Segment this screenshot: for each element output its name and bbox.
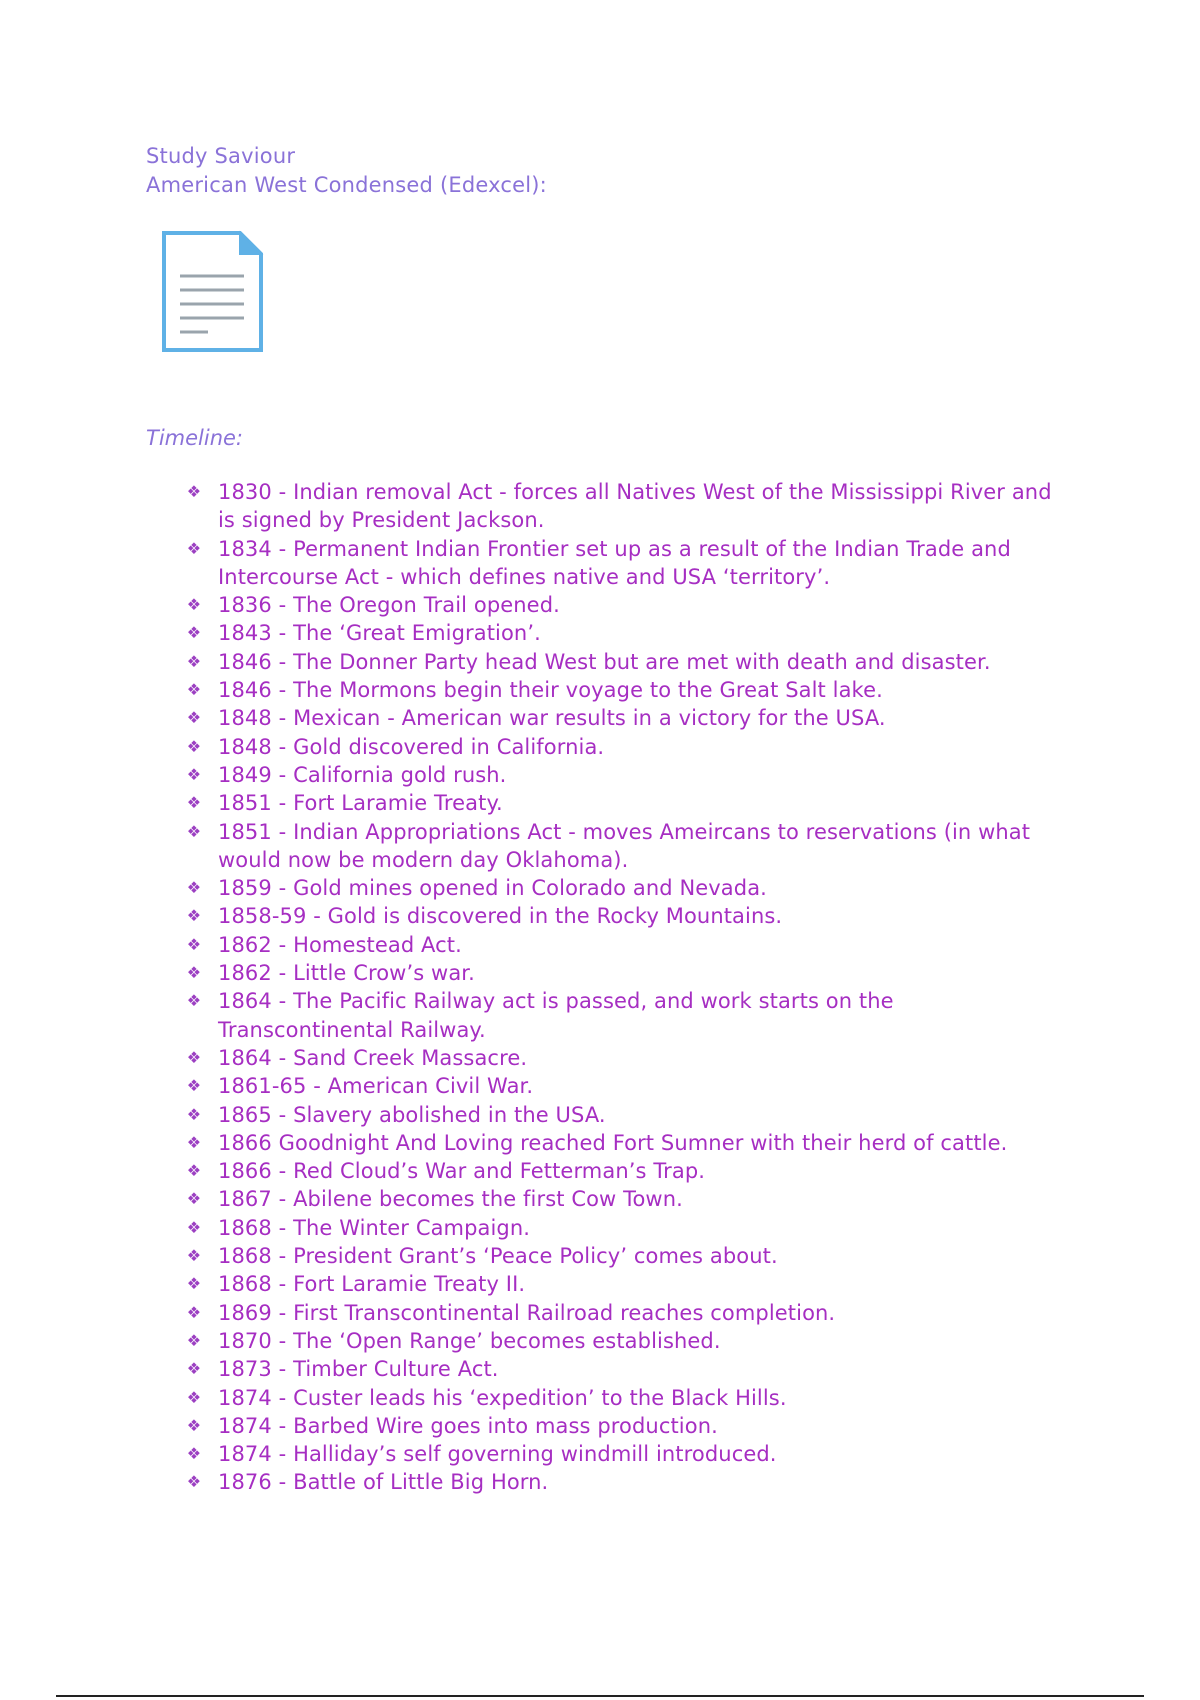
- timeline-item-text: 1848 - Gold discovered in California.: [218, 734, 605, 759]
- diamond-bullet-icon: ❖: [186, 1274, 202, 1294]
- timeline-item: [184, 1384, 1064, 1412]
- timeline-item-text: 1870 - The ‘Open Range’ becomes established.: [218, 1328, 721, 1353]
- timeline-item: [184, 789, 1064, 817]
- diamond-bullet-icon: ❖: [186, 1161, 202, 1181]
- diamond-bullet-icon: ❖: [186, 736, 202, 756]
- timeline-item-text: 1868 - President Grant’s ‘Peace Policy’ comes about.: [218, 1244, 778, 1269]
- timeline-item-text: 1848 - Mexican - American war results in a victory for the USA.: [218, 706, 886, 731]
- timeline-item: [184, 535, 1064, 592]
- timeline-item-text: 1874 - Halliday’s self governing windmill introduced.: [218, 1442, 777, 1467]
- timeline-item: [184, 648, 1064, 676]
- diamond-bullet-icon: ❖: [186, 538, 202, 558]
- timeline-item-text: 1864 - Sand Creek Massacre.: [218, 1045, 528, 1070]
- timeline-item: [184, 1327, 1064, 1355]
- timeline-heading: Timeline:: [146, 426, 244, 450]
- diamond-bullet-icon: ❖: [186, 1387, 202, 1407]
- timeline-item: [184, 1044, 1064, 1072]
- timeline-item-text: 1851 - Indian Appropriations Act - moves Ameircans to reservations (in what would now be modern day Oklahoma).: [218, 819, 1031, 872]
- footer-divider: [56, 1695, 1144, 1697]
- timeline-item-text: 1873 - Timber Culture Act.: [218, 1357, 499, 1382]
- diamond-bullet-icon: ❖: [186, 1359, 202, 1379]
- timeline-item: [184, 619, 1064, 647]
- diamond-bullet-icon: ❖: [186, 1302, 202, 1322]
- site-name: Study Saviour: [146, 144, 296, 168]
- timeline-item-text: 1859 - Gold mines opened in Colorado and Nevada.: [218, 876, 767, 901]
- diamond-bullet-icon: ❖: [186, 482, 202, 501]
- diamond-bullet-icon: ❖: [186, 963, 202, 983]
- timeline-item-text: 1867 - Abilene becomes the first Cow Town.: [218, 1187, 683, 1212]
- diamond-bullet-icon: ❖: [186, 1472, 202, 1492]
- diamond-bullet-icon: ❖: [186, 821, 202, 841]
- document-header: [146, 142, 547, 200]
- timeline-item-text: 1862 - Homestead Act.: [218, 932, 462, 957]
- timeline-item-text: 1868 - Fort Laramie Treaty II.: [218, 1272, 526, 1297]
- timeline-item-text: 1846 - The Donner Party head West but are met with death and disaster.: [218, 649, 991, 674]
- diamond-bullet-icon: ❖: [186, 1076, 202, 1096]
- timeline-item: [184, 1299, 1064, 1327]
- timeline-item: [184, 1242, 1064, 1270]
- diamond-bullet-icon: ❖: [186, 708, 202, 728]
- diamond-bullet-icon: ❖: [186, 793, 202, 813]
- timeline-item: [184, 1185, 1064, 1213]
- timeline-item: [184, 902, 1064, 930]
- timeline-item: [184, 676, 1064, 704]
- diamond-bullet-icon: ❖: [186, 1330, 202, 1350]
- document-icon: [160, 230, 266, 354]
- timeline-item: [184, 761, 1064, 789]
- timeline-item: [184, 987, 1064, 1044]
- diamond-bullet-icon: ❖: [186, 1047, 202, 1067]
- diamond-bullet-icon: ❖: [186, 595, 202, 615]
- timeline-item: [184, 1412, 1064, 1440]
- timeline-item: [184, 1129, 1064, 1157]
- timeline-item-text: 1862 - Little Crow’s war.: [218, 961, 475, 986]
- diamond-bullet-icon: ❖: [186, 1132, 202, 1152]
- document-title: American West Condensed (Edexcel):: [146, 173, 547, 197]
- diamond-bullet-icon: ❖: [186, 764, 202, 784]
- timeline-item: [184, 1214, 1064, 1242]
- timeline-item: [184, 931, 1064, 959]
- diamond-bullet-icon: ❖: [186, 906, 202, 926]
- timeline-item: [184, 1440, 1064, 1468]
- timeline-item: [184, 874, 1064, 902]
- timeline-item: [184, 1157, 1064, 1185]
- timeline-item-text: 1868 - The Winter Campaign.: [218, 1215, 531, 1240]
- diamond-bullet-icon: ❖: [186, 1189, 202, 1209]
- timeline-item: [184, 1270, 1064, 1298]
- timeline-item-text: 1861-65 - American Civil War.: [218, 1074, 534, 1099]
- diamond-bullet-icon: ❖: [186, 991, 202, 1011]
- timeline-item: [184, 1355, 1064, 1383]
- timeline-item-text: 1869 - First Transcontinental Railroad reaches completion.: [218, 1300, 836, 1325]
- timeline-item-text: 1874 - Barbed Wire goes into mass production.: [218, 1413, 718, 1438]
- diamond-bullet-icon: ❖: [186, 878, 202, 898]
- diamond-bullet-icon: ❖: [186, 1104, 202, 1124]
- timeline-item-text: 1849 - California gold rush.: [218, 762, 507, 787]
- timeline-list: [184, 478, 1064, 1497]
- timeline-item-text: 1865 - Slavery abolished in the USA.: [218, 1102, 606, 1127]
- timeline-item: [184, 704, 1064, 732]
- timeline-item-text: 1834 - Permanent Indian Frontier set up as a result of the Indian Trade and Intercourse Act - which defines native and USA ‘territory’.: [218, 536, 1011, 589]
- timeline-item-text: 1876 - Battle of Little Big Horn.: [218, 1470, 549, 1495]
- diamond-bullet-icon: ❖: [186, 623, 202, 643]
- timeline-item: [184, 1072, 1064, 1100]
- timeline-item-text: 1836 - The Oregon Trail opened.: [218, 593, 560, 618]
- timeline-item-text: 1864 - The Pacific Railway act is passed, and work starts on the Transcontinental Railway.: [218, 989, 894, 1042]
- timeline-item-text: 1866 Goodnight And Loving reached Fort Sumner with their herd of cattle.: [218, 1130, 1008, 1155]
- timeline-item-text: 1866 - Red Cloud’s War and Fetterman’s Trap.: [218, 1159, 706, 1184]
- timeline-item: [184, 1101, 1064, 1129]
- timeline-item: [184, 478, 1064, 535]
- timeline-item-text: 1846 - The Mormons begin their voyage to the Great Salt lake.: [218, 678, 883, 703]
- timeline-item-text: 1851 - Fort Laramie Treaty.: [218, 791, 503, 816]
- diamond-bullet-icon: ❖: [186, 680, 202, 700]
- diamond-bullet-icon: ❖: [186, 934, 202, 954]
- timeline-item: [184, 1468, 1064, 1496]
- document-icon-fold: [240, 233, 261, 254]
- timeline-item: [184, 733, 1064, 761]
- diamond-bullet-icon: ❖: [186, 651, 202, 671]
- timeline-item-text: 1874 - Custer leads his ‘expedition’ to the Black Hills.: [218, 1385, 787, 1410]
- diamond-bullet-icon: ❖: [186, 1444, 202, 1464]
- diamond-bullet-icon: ❖: [186, 1217, 202, 1237]
- timeline-item: [184, 959, 1064, 987]
- diamond-bullet-icon: ❖: [186, 1415, 202, 1435]
- timeline-item-text: 1858-59 - Gold is discovered in the Rocky Mountains.: [218, 904, 783, 929]
- timeline-item: [184, 818, 1064, 875]
- timeline-item-text: 1843 - The ‘Great Emigration’.: [218, 621, 541, 646]
- timeline-item: [184, 591, 1064, 619]
- timeline-item-text: 1830 - Indian removal Act - forces all Natives West of the Mississippi River and is signed by President Jackson.: [218, 480, 1052, 533]
- diamond-bullet-icon: ❖: [186, 1246, 202, 1266]
